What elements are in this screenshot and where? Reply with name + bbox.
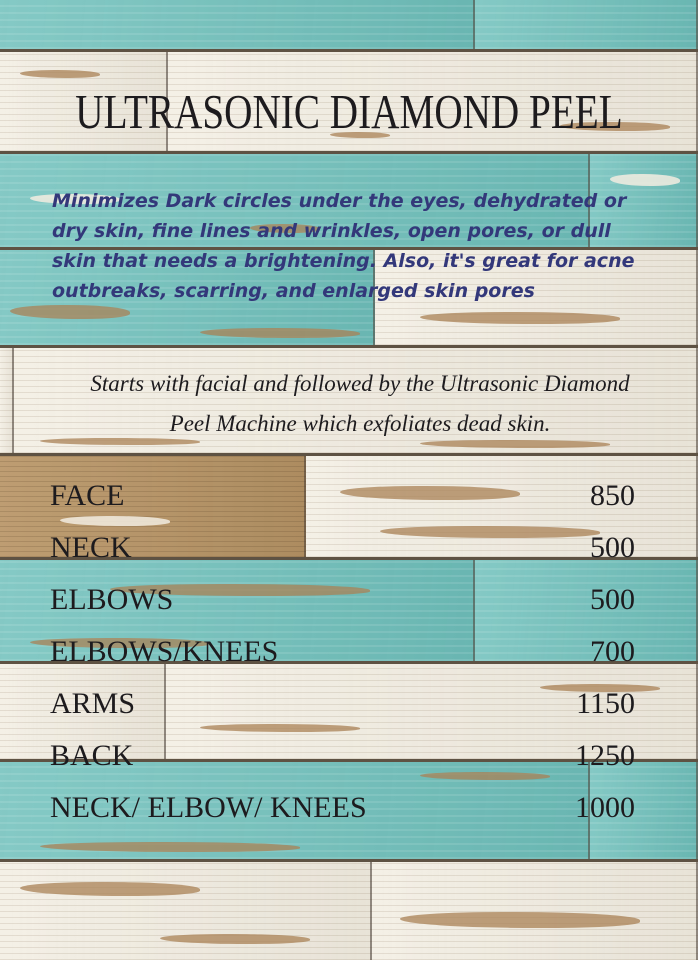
wood-row-1 xyxy=(0,0,698,52)
service-name: FACE xyxy=(50,479,125,512)
wood-plank xyxy=(0,348,14,453)
service-price: 500 xyxy=(590,531,635,564)
service-price: 850 xyxy=(590,479,635,512)
wood-row-10 xyxy=(0,862,698,960)
price-row-face xyxy=(50,470,635,522)
service-price: 1250 xyxy=(575,739,635,772)
service-price: 700 xyxy=(590,635,635,668)
price-row-elbows-knees xyxy=(50,626,635,678)
service-price: 1000 xyxy=(575,791,635,824)
price-row-neck-elbow-knees xyxy=(50,782,635,834)
service-name: NECK/ ELBOW/ KNEES xyxy=(50,791,367,824)
price-row-elbows xyxy=(50,574,635,626)
wood-plank xyxy=(0,862,372,960)
price-row-back xyxy=(50,730,635,782)
service-price: 500 xyxy=(590,583,635,616)
price-row-neck xyxy=(50,522,635,574)
wood-plank xyxy=(372,862,698,960)
service-name: ELBOWS xyxy=(50,583,174,616)
price-row-arms xyxy=(50,678,635,730)
treatment-description: Minimizes Dark circles under the eyes, dehydrated or dry skin, fine lines and wrinkles, open pores, or dull skin that needs a brightening. Also, it's great for acne outbreaks, scarring, and enlarged skin pores xyxy=(52,190,635,302)
service-name: BACK xyxy=(50,739,134,772)
procedure-note: Starts with facial and followed by the Ultrasonic Diamond Peel Machine which exfoliates dead skin. xyxy=(90,371,630,436)
service-name: NECK xyxy=(50,531,132,564)
wood-plank xyxy=(475,0,698,49)
wood-plank xyxy=(0,0,475,49)
service-price: 1150 xyxy=(576,687,635,720)
service-name: ARMS xyxy=(50,687,136,720)
service-name: ELBOWS/KNEES xyxy=(50,635,279,668)
page-title: ULTRASONIC DIAMOND PEEL xyxy=(75,84,623,139)
